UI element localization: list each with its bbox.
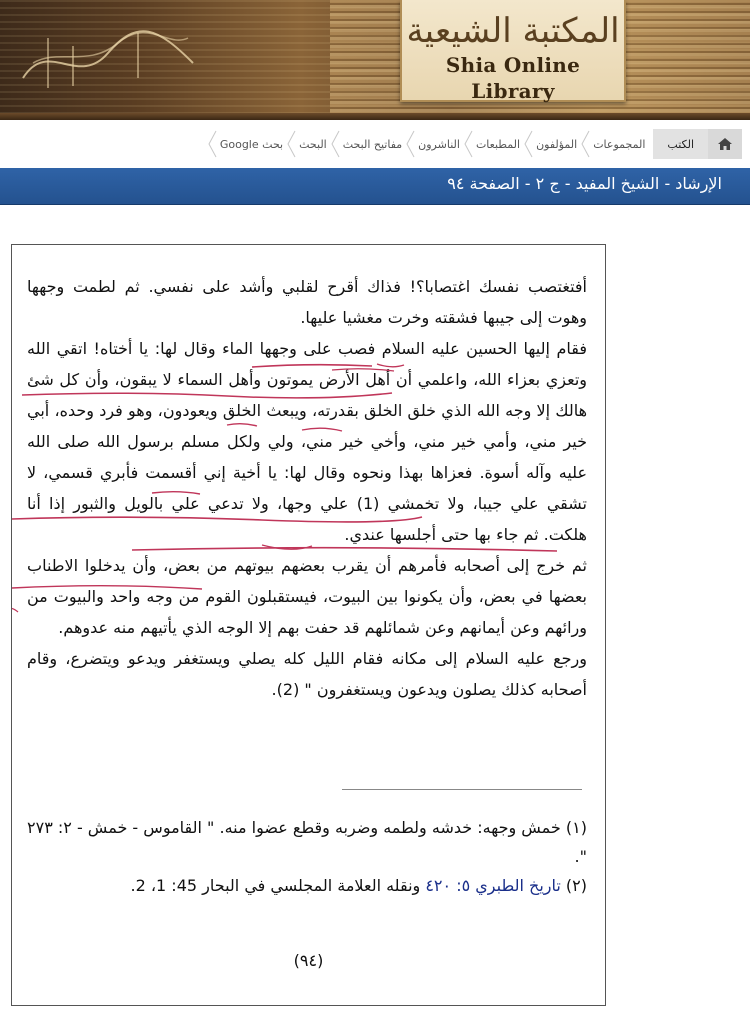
nav-item-label: المطبعات — [475, 137, 521, 151]
book-page — [11, 244, 606, 1006]
home-button[interactable] — [708, 129, 742, 159]
nav-item-search[interactable] — [291, 129, 335, 159]
footnote-2 — [27, 871, 587, 900]
nav-item-label: البحث — [299, 137, 327, 151]
body-paragraph: ورجع عليه السلام إلى مكانه فقام الليل كله يصلي ويستغفر ويدعو ويتضرع، وقام أصحابه كذلك يصلون ويدعون ويستغفرون " (2). — [27, 649, 587, 699]
nav-item-authors[interactable] — [528, 129, 585, 159]
nav-item-label: الكتب — [667, 137, 694, 151]
body-paragraph: فقام إليها الحسين عليه السلام فصب على وجهها الماء وقال لها: يا أختاه! اتقي الله وتعزي بعزاء الله، واعلمي أن أهل الأرض يموتون وأهل السماء لا يبقون، وأن كل شئ هالك إلا وجه الله الذي خلق الخلق بقدرته، ويبعث الخلق ويعودون، وهو فرد وحده، أبي خير مني، وأمي خير مني، وأخي خير مني، ولي ولكل مسلم برسول الله صلى الله عليه وآله أسوة. فعزاها بهذا ونحوه وقال لها: يا أخية إني أقسمت فأبري قسمي، لا تشقي علي جيبا، ولا تخمشي (1) علي وجها، ولا تدعي علي بالويل والثبور إذا أنا هلكت. ثم جاء بها حتى أجلسها عندي. — [27, 339, 587, 544]
nav-item-collections[interactable] — [585, 129, 653, 159]
logo-arabic: المكتبة الشيعية — [406, 11, 620, 51]
home-icon — [717, 137, 733, 151]
footnote-2-suffix: ونقله العلامة المجلسي في البحار 45: 1، 2. — [130, 876, 426, 895]
annotation-scribble — [12, 608, 18, 612]
nav-item-label: المجموعات — [593, 137, 646, 151]
breadcrumb-nav — [212, 129, 742, 159]
nav-item-label: المؤلفون — [536, 137, 578, 151]
page-number: (٩٤) — [293, 951, 324, 970]
nav-item-label: مفاتيح البحث — [342, 137, 403, 151]
nav-item-printers[interactable] — [468, 129, 528, 159]
body-paragraph: أفتغتصب نفسك اغتصابا؟! فذاك أقرح لقلبي وأشد على نفسي. ثم لطمت وجهها وهوت إلى جيبها فشقته وخرت مغشيا عليها. — [27, 277, 587, 327]
page-title: الإرشاد - الشيخ المفيد - ج ٢ - الصفحة ٩٤ — [447, 174, 722, 193]
site-logo[interactable] — [400, 0, 626, 102]
footnote-1: (١) خمش وجهه: خدشه ولطمه وضربه وقطع عضوا منه. " القاموس - خمش - ٢: ٢٧٣ ". — [27, 818, 587, 866]
footnote-2-prefix: (٢) — [560, 876, 587, 895]
basmala-calligraphy — [18, 18, 198, 98]
nav-item-publishers[interactable] — [410, 129, 468, 159]
footnote-source-link[interactable]: تاريخ الطبري ٥: ٤٢٠ — [425, 876, 561, 895]
page-body — [27, 271, 587, 705]
body-paragraph: ثم خرج إلى أصحابه فأمرهم أن يقرب بعضهم بيوتهم من بعض، وأن يدخلوا الاطناب بعضها في بعض، وأن يكونوا بين البيوت، فيستقبلون القوم من وجه واحد والبيوت من ورائهم وعن أيمانهم وعن شمائلهم قد حفت بهم إلا الوجه الذي يأتيهم منه عدوهم. — [27, 556, 587, 637]
banner-border — [0, 113, 750, 120]
nav-item-search-keys[interactable] — [335, 129, 410, 159]
footnote-divider — [342, 789, 582, 790]
nav-item-books[interactable] — [653, 129, 708, 159]
logo-latin: Shia Online Library — [445, 53, 581, 103]
chevron-separator-icon — [206, 129, 218, 159]
nav-item-label: الناشرون — [418, 137, 460, 151]
page-title-bar — [0, 168, 750, 205]
site-banner — [0, 0, 750, 120]
nav-item-google-search[interactable] — [212, 129, 291, 159]
footnotes — [27, 813, 587, 900]
nav-item-label: بحث Google — [219, 137, 284, 151]
main-nav — [0, 120, 750, 168]
